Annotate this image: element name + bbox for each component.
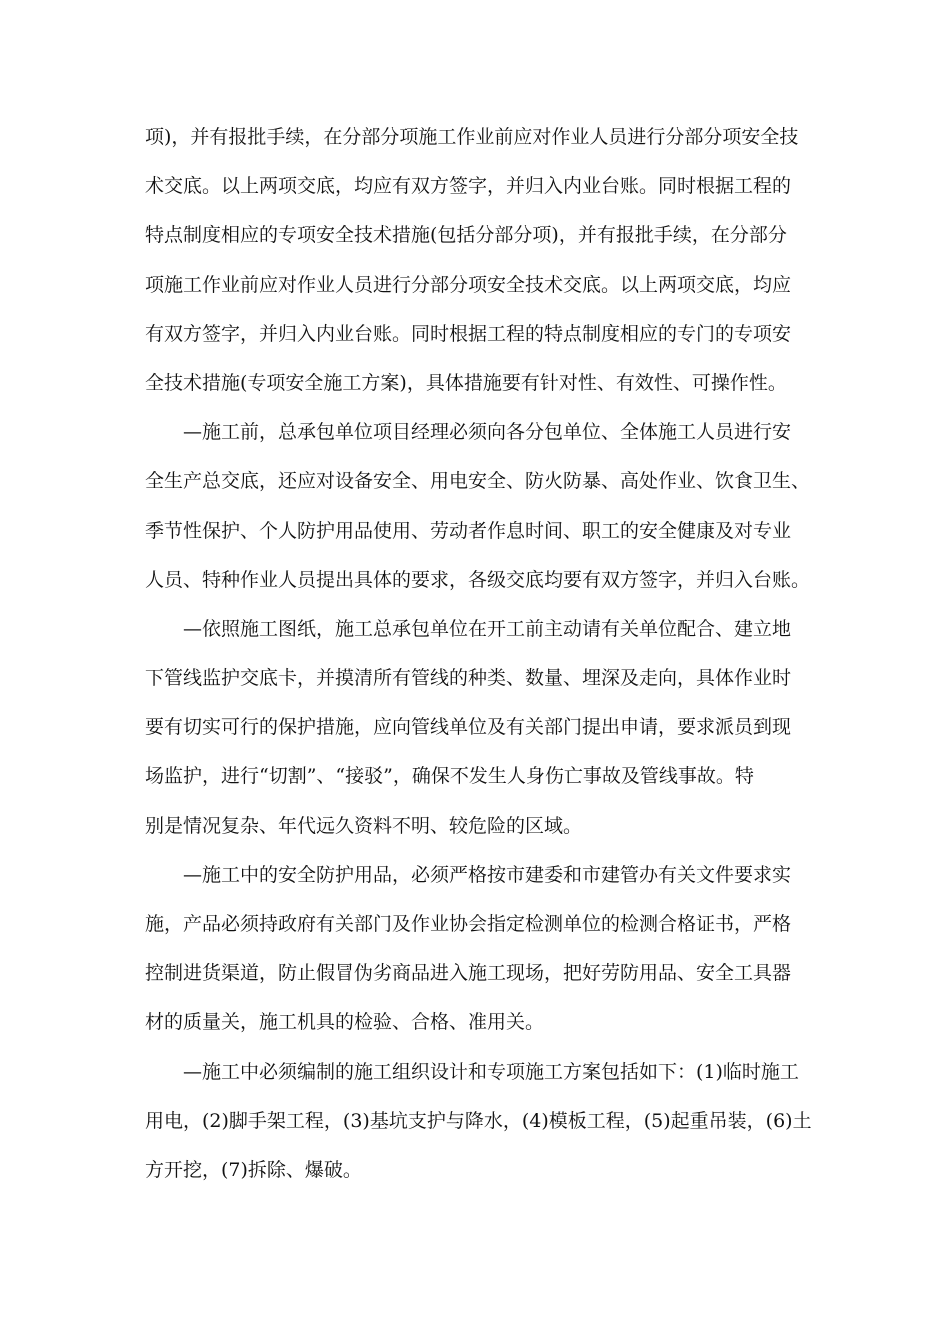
text-line: 要有切实可行的保护措施，应向管线单位及有关部门提出申请，要求派员到现 [145,716,792,739]
document-body [145,118,825,1200]
text-line: 用电，(2)脚手架工程，(3)基坑支护与降水，(4)模板工程，(5)起重吊装，(6)土 [145,1109,812,1132]
text-line: —施工中的安全防护用品，必须严格按市建委和市建管办有关文件要求实 [183,863,792,886]
text-line: 有双方签字，并归入内业台账。同时根据工程的特点制度相应的专门的专项安 [145,322,792,345]
text-line: 全生产总交底，还应对设备安全、用电安全、防火防暴、高处作业、饮食卫生、 [145,470,811,493]
text-line: 控制进货渠道，防止假冒伪劣商品进入施工现场，把好劳防用品、安全工具器 [145,962,792,985]
paragraph-1 [145,118,825,413]
paragraph-5 [145,1053,825,1201]
text-line: 人员、特种作业人员提出具体的要求，各级交底均要有双方签字，并归入台账。 [145,568,811,591]
text-line: 材的质量关，施工机具的检验、合格、准用关。 [145,1011,545,1034]
text-line: 季节性保护、个人防护用品使用、劳动者作息时间、职工的安全健康及对专业 [145,519,792,542]
text-line: —依照施工图纸，施工总承包单位在开工前主动请有关单位配合、建立地 [183,617,792,640]
text-line: 场监护，进行“切割”、“接驳”，确保不发生人身伤亡事故及管线事故。特 [145,765,754,788]
paragraph-3 [145,610,825,856]
text-line: 方开挖，(7)拆除、爆破。 [145,1158,362,1181]
text-line: —施工前，总承包单位项目经理必须向各分包单位、全体施工人员进行安 [183,421,792,444]
text-line: 项)，并有报批手续，在分部分项施工作业前应对作业人员进行分部分项安全技 [145,126,799,148]
text-line: 施，产品必须持政府有关部门及作业协会指定检测单位的检测合格证书，严格 [145,913,792,935]
paragraph-2 [145,413,825,610]
paragraph-4 [145,856,825,1053]
text-line: 下管线监护交底卡，并摸清所有管线的种类、数量、埋深及走向，具体作业时 [145,667,792,690]
text-line: —施工中必须编制的施工组织设计和专项施工方案包括如下：(1)临时施工 [183,1060,799,1083]
text-line: 术交底。以上两项交底，均应有双方签字，并归入内业台账。同时根据工程的 [145,175,792,198]
text-line: 特点制度相应的专项安全技术措施(包括分部分项)，并有报批手续，在分部分 [145,224,787,247]
text-line: 项施工作业前应对作业人员进行分部分项安全技术交底。以上两项交底，均应 [145,273,792,296]
text-line: 全技术措施(专项安全施工方案)，具体措施要有针对性、有效性、可操作性。 [145,371,787,394]
text-line: 别是情况复杂、年代远久资料不明、较危险的区域。 [145,814,583,837]
